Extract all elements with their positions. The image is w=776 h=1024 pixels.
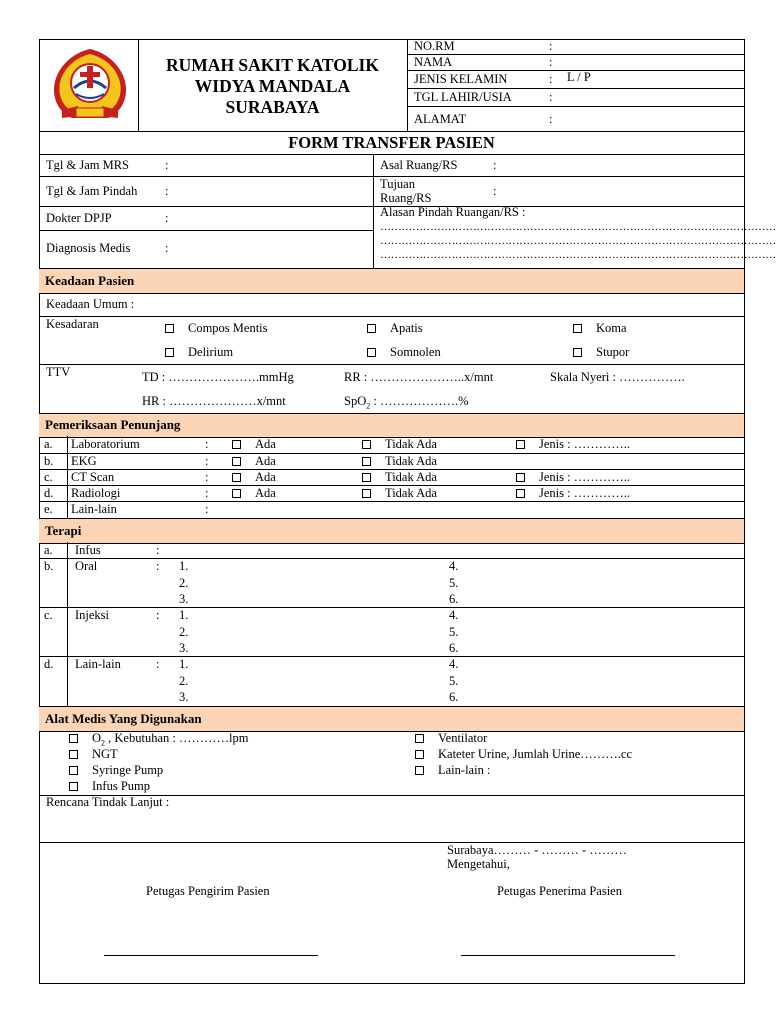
o2-label: O bbox=[92, 731, 102, 745]
spo2-label: SpO bbox=[344, 394, 367, 408]
hospital-name-line1: RUMAH SAKIT KATOLIK bbox=[166, 55, 379, 75]
lain-num-3[interactable]: 3. bbox=[179, 690, 189, 704]
kesadaran-somnolen[interactable] bbox=[367, 345, 441, 360]
penunjang-colon: : bbox=[205, 486, 209, 500]
oral-num-4[interactable]: 4. bbox=[449, 559, 459, 573]
tujuan-colon: : bbox=[493, 184, 497, 198]
option-label: Ventilator bbox=[438, 731, 488, 745]
option-label: Infus Pump bbox=[92, 779, 150, 793]
keadaan-umum-label: Keadaan Umum : bbox=[46, 297, 135, 311]
terapi-colon: : bbox=[156, 608, 160, 622]
penunjang-letter: d. bbox=[44, 486, 54, 500]
ttv-label: TTV bbox=[46, 365, 71, 379]
option-label: Jenis : ………….. bbox=[539, 470, 630, 484]
option-label: Jenis : ………….. bbox=[539, 437, 630, 451]
option-label: Apatis bbox=[390, 321, 423, 335]
alasan-dots-3[interactable]: ………………………………………………………………………………………………… bbox=[380, 249, 776, 261]
ct-scan-tidak-ada[interactable] bbox=[362, 470, 437, 485]
rencana-label[interactable]: Rencana Tindak Lanjut : bbox=[46, 795, 170, 809]
place-date[interactable]: Surabaya……… - ……… - ……… bbox=[447, 843, 627, 857]
checkbox-icon[interactable] bbox=[516, 440, 525, 449]
checkbox-icon[interactable] bbox=[516, 489, 525, 498]
hospital-name-line3: SURABAYA bbox=[225, 97, 320, 117]
field-label: NO.RM bbox=[414, 39, 455, 53]
option-label: NGT bbox=[92, 747, 118, 761]
alat-header-label: Alat Medis Yang Digunakan bbox=[45, 711, 202, 726]
terapi-letter: b. bbox=[44, 559, 54, 573]
penerima-label: Petugas Penerima Pasien bbox=[497, 884, 622, 898]
checkbox-icon[interactable] bbox=[232, 457, 241, 466]
checkbox-icon[interactable] bbox=[367, 324, 376, 333]
checkbox-icon[interactable] bbox=[69, 750, 78, 759]
checkbox-icon[interactable] bbox=[165, 348, 174, 357]
checkbox-icon[interactable] bbox=[69, 734, 78, 743]
spo2-subscript: 2 bbox=[366, 401, 371, 411]
checkbox-icon[interactable] bbox=[232, 440, 241, 449]
oral-num-5[interactable]: 5. bbox=[449, 576, 459, 590]
field-colon: : bbox=[549, 72, 553, 86]
terapi-letter: a. bbox=[44, 543, 53, 557]
penunjang-item-radiologi: Radiologi bbox=[71, 486, 121, 500]
penunjang-header bbox=[39, 413, 744, 438]
field-colon: : bbox=[549, 90, 553, 104]
tgl-mrs-colon: : bbox=[165, 158, 169, 172]
option-label: Tidak Ada bbox=[385, 470, 437, 484]
lain-num-6[interactable]: 6. bbox=[449, 690, 459, 704]
oral-num-6[interactable]: 6. bbox=[449, 592, 459, 606]
option-label: Jenis : ………….. bbox=[539, 486, 630, 500]
alat-syringe-pump[interactable] bbox=[69, 763, 163, 778]
td-field[interactable]: TD : ………………….mmHg bbox=[142, 370, 294, 384]
tgl-pindah-label: Tgl & Jam Pindah bbox=[46, 184, 138, 198]
diagnosis-colon: : bbox=[165, 241, 169, 255]
checkbox-icon[interactable] bbox=[232, 489, 241, 498]
lain-num-4[interactable]: 4. bbox=[449, 657, 459, 671]
terapi-header-label: Terapi bbox=[45, 523, 82, 538]
checkbox-icon[interactable] bbox=[69, 766, 78, 775]
injeksi-num-2[interactable]: 2. bbox=[179, 625, 189, 639]
penunjang-item-lain-lain: Lain-lain bbox=[71, 502, 117, 516]
radiologi-jenis[interactable] bbox=[516, 486, 630, 501]
oral-num-3[interactable]: 3. bbox=[179, 592, 189, 606]
alat-header bbox=[39, 706, 744, 732]
field-label: ALAMAT bbox=[414, 112, 467, 126]
alasan-label: Alasan Pindah Ruangan/RS : bbox=[380, 205, 526, 219]
option-label: Ada bbox=[255, 454, 276, 468]
penerima-signature-line[interactable] bbox=[461, 955, 675, 956]
checkbox-icon[interactable] bbox=[69, 782, 78, 791]
radiologi-ada[interactable] bbox=[232, 486, 276, 501]
injeksi-num-3[interactable]: 3. bbox=[179, 641, 189, 655]
terapi-colon: : bbox=[156, 559, 160, 573]
oral-num-1[interactable]: 1. bbox=[179, 559, 189, 573]
kesadaran-apatis[interactable] bbox=[367, 321, 423, 336]
tujuan-label-2: Ruang/RS bbox=[380, 191, 432, 205]
pengirim-signature-line[interactable] bbox=[104, 955, 318, 956]
terapi-item-infus: Infus bbox=[75, 543, 101, 557]
option-label: Somnolen bbox=[390, 345, 441, 359]
option-label: Syringe Pump bbox=[92, 763, 164, 777]
laboratorium-tidak-ada[interactable] bbox=[362, 437, 437, 452]
form-title: FORM TRANSFER PASIEN bbox=[288, 133, 495, 152]
penunjang-item-laboratorium: Laboratorium bbox=[71, 437, 140, 451]
option-label: Compos Mentis bbox=[188, 321, 268, 335]
terapi-header bbox=[39, 518, 744, 544]
lain-num-2[interactable]: 2. bbox=[179, 674, 189, 688]
option-label: Ada bbox=[255, 437, 276, 451]
dokter-colon: : bbox=[165, 211, 169, 225]
option-label: Tidak Ada bbox=[385, 454, 437, 468]
kesadaran-stupor[interactable] bbox=[573, 345, 629, 360]
checkbox-icon[interactable] bbox=[415, 734, 424, 743]
field-label: TGL LAHIR/USIA bbox=[414, 90, 512, 104]
ekg-tidak-ada[interactable] bbox=[362, 454, 437, 469]
checkbox-icon[interactable] bbox=[362, 489, 371, 498]
ct-scan-jenis[interactable] bbox=[516, 470, 630, 485]
mengetahui-label: Mengetahui, bbox=[447, 857, 510, 871]
checkbox-icon[interactable] bbox=[232, 473, 241, 482]
option-label: Tidak Ada bbox=[385, 437, 437, 451]
ct-scan-ada[interactable] bbox=[232, 470, 276, 485]
checkbox-icon[interactable] bbox=[573, 348, 582, 357]
checkbox-icon[interactable] bbox=[367, 348, 376, 357]
laboratorium-ada[interactable] bbox=[232, 437, 276, 452]
option-label: Kateter Urine, Jumlah Urine……….cc bbox=[438, 747, 633, 761]
terapi-item-oral: Oral bbox=[75, 559, 98, 573]
penunjang-item-ekg: EKG bbox=[71, 454, 97, 468]
o2-dots: , Kebutuhan : …………lpm bbox=[105, 731, 249, 745]
tgl-pindah-colon: : bbox=[165, 184, 169, 198]
penunjang-colon: : bbox=[205, 470, 209, 484]
radiologi-tidak-ada[interactable] bbox=[362, 486, 437, 501]
penunjang-colon: : bbox=[205, 502, 209, 516]
skala-nyeri-field[interactable]: Skala Nyeri : ……………. bbox=[550, 370, 685, 384]
checkbox-icon[interactable] bbox=[415, 750, 424, 759]
injeksi-num-5[interactable]: 5. bbox=[449, 625, 459, 639]
penunjang-colon: : bbox=[205, 454, 209, 468]
option-label: Lain-lain : bbox=[438, 763, 491, 777]
penunjang-header-label: Pemeriksaan Penunjang bbox=[45, 417, 181, 432]
option-label: Tidak Ada bbox=[385, 486, 437, 500]
penunjang-letter: a. bbox=[44, 437, 53, 451]
field-colon: : bbox=[549, 39, 553, 53]
field-colon: : bbox=[549, 55, 553, 69]
hospital-logo bbox=[48, 44, 132, 126]
option-label: Delirium bbox=[188, 345, 234, 359]
alat-ngt[interactable] bbox=[69, 747, 118, 762]
asal-label: Asal Ruang/RS bbox=[380, 158, 458, 172]
checkbox-icon[interactable] bbox=[516, 473, 525, 482]
injeksi-num-1[interactable]: 1. bbox=[179, 608, 189, 622]
checkbox-icon[interactable] bbox=[362, 440, 371, 449]
option-label: Ada bbox=[255, 486, 276, 500]
terapi-item-injeksi: Injeksi bbox=[75, 608, 110, 622]
option-label: Ada bbox=[255, 470, 276, 484]
injeksi-num-6[interactable]: 6. bbox=[449, 641, 459, 655]
spo2-field[interactable] bbox=[344, 394, 469, 411]
penunjang-letter: e. bbox=[44, 502, 53, 516]
kesadaran-compos-mentis[interactable] bbox=[165, 321, 268, 336]
terapi-letter: c. bbox=[44, 608, 53, 622]
laboratorium-jenis[interactable] bbox=[516, 437, 630, 452]
spo2-dots: : ……………….% bbox=[370, 394, 469, 408]
diagnosis-label: Diagnosis Medis bbox=[46, 241, 131, 255]
hospital-logo-emblem bbox=[48, 44, 132, 126]
kesadaran-koma[interactable] bbox=[573, 321, 627, 336]
terapi-letter: d. bbox=[44, 657, 54, 671]
penunjang-letter: c. bbox=[44, 470, 53, 484]
checkbox-icon[interactable] bbox=[415, 766, 424, 775]
rr-field[interactable]: RR : …………………..x/mnt bbox=[344, 370, 494, 384]
alat-infus-pump[interactable] bbox=[69, 779, 150, 794]
penunjang-colon: : bbox=[205, 437, 209, 451]
field-value: L / P bbox=[567, 70, 591, 84]
pengirim-label: Petugas Pengirim Pasien bbox=[146, 884, 270, 898]
kesadaran-label: Kesadaran bbox=[46, 317, 99, 331]
hr-field[interactable]: HR : …………………x/mnt bbox=[142, 394, 286, 408]
penunjang-letter: b. bbox=[44, 454, 54, 468]
dokter-label: Dokter DPJP bbox=[46, 211, 112, 225]
hospital-name-line2: WIDYA MANDALA bbox=[194, 76, 351, 96]
oral-num-2[interactable]: 2. bbox=[179, 576, 189, 590]
terapi-item-lain-lain: Lain-lain bbox=[75, 657, 121, 671]
keadaan-header bbox=[39, 268, 744, 294]
checkbox-icon[interactable] bbox=[362, 457, 371, 466]
lain-num-5[interactable]: 5. bbox=[449, 674, 459, 688]
injeksi-num-4[interactable]: 4. bbox=[449, 608, 459, 622]
alat-o2[interactable] bbox=[69, 731, 248, 748]
penunjang-item-ct-scan: CT Scan bbox=[71, 470, 115, 484]
checkbox-icon[interactable] bbox=[362, 473, 371, 482]
asal-colon: : bbox=[493, 158, 497, 172]
lain-num-1[interactable]: 1. bbox=[179, 657, 189, 671]
terapi-colon: : bbox=[156, 543, 160, 557]
option-label: Stupor bbox=[596, 345, 630, 359]
keadaan-header-label: Keadaan Pasien bbox=[45, 273, 135, 288]
ekg-ada[interactable] bbox=[232, 454, 276, 469]
field-colon: : bbox=[549, 112, 553, 126]
alasan-dots-2[interactable]: ………………………………………………………………………………………………… bbox=[380, 235, 776, 247]
option-label: Koma bbox=[596, 321, 627, 335]
o2-subscript: 2 bbox=[101, 738, 106, 748]
checkbox-icon[interactable] bbox=[573, 324, 582, 333]
field-label: NAMA bbox=[414, 55, 453, 69]
terapi-colon: : bbox=[156, 657, 160, 671]
field-label: JENIS KELAMIN bbox=[414, 72, 508, 86]
alasan-dots-1[interactable]: ………………………………………………………………………………………………… bbox=[380, 221, 776, 233]
alat-lain-lain[interactable] bbox=[415, 763, 490, 778]
tgl-mrs-label: Tgl & Jam MRS bbox=[46, 158, 129, 172]
checkbox-icon[interactable] bbox=[165, 324, 174, 333]
tujuan-label-1: Tujuan bbox=[380, 177, 415, 191]
alat-ventilator[interactable] bbox=[415, 731, 487, 746]
alat-kateter[interactable] bbox=[415, 747, 632, 762]
kesadaran-delirium[interactable] bbox=[165, 345, 233, 360]
